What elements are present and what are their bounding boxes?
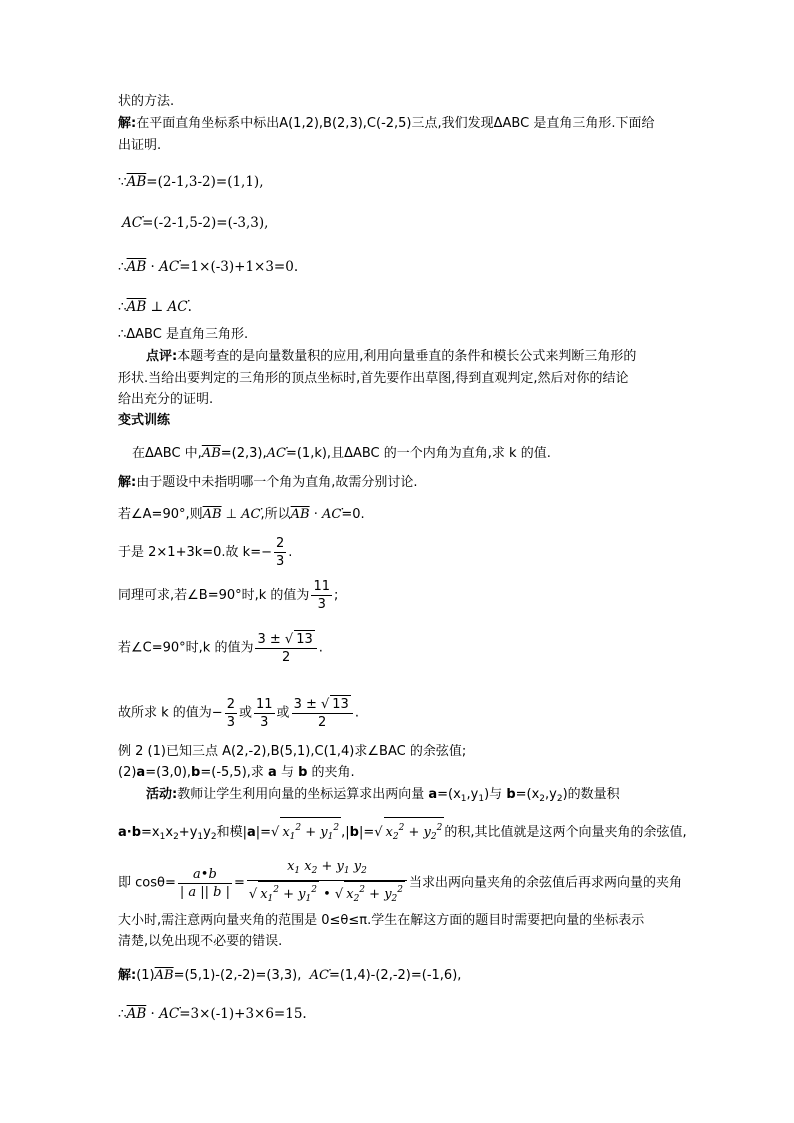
solution-1: 解:在平面直角坐标系中标出A(1,2),B(2,3),C(-2,5)三点,我们发现ΔABC 是直角三角形.下面给: [118, 116, 655, 131]
fraction: $\frac{3 \pm √ 13}{2}$: [255, 630, 316, 666]
section-title: 变式训练: [118, 413, 171, 428]
conclusion: ∴ΔABC 是直角三角形.: [118, 327, 249, 342]
case-c: 若∠C=90°时,k 的值为 $\frac{3 \pm √ 13}{2}$ .: [118, 632, 323, 665]
solution-2: 解:由于题设中未指明哪一个角为直角,故需分别讨论.: [118, 475, 418, 490]
activity: 活动:教师让学生利用向量的坐标运算求出两向量 $a=(x_1,y_1)$与 $b=(x_2,y_2)$的数量积: [146, 787, 620, 804]
example-2-part-2: (2)a=(3,0),b=(-5,5),求 a 与 b 的夹角.: [118, 765, 355, 780]
equation-ac: AC ·=(-2-1,5-2)=(-3,3),: [122, 213, 268, 233]
activity-line-2: $a\cdot b=x_1x_2+y_1y_2$和模|a|=√ $x_1^2 + y_1^2$ ,|b|=√ $x_2^2 + y_2^2$ 的积,其比值就是这两个向量夹角的余弦值,: [118, 817, 687, 847]
cos-formula: 即 cosθ= $\frac{a•b}{| a || b |}$ = $\frac{x_1 x_2 + y_1 y_2}{√ x_1^2 + y_1^2 • √ x_2^2 + y_2^2}$ 当求出两向量夹角的余弦值后再求两向量的夹角: [118, 858, 682, 908]
text-line: 状的方法.: [118, 94, 175, 109]
range-line-1: 大小时,需注意两向量夹角的范围是 0≤θ≤π.学生在解这方面的题目时需要把向量的坐标表示: [118, 913, 645, 928]
fraction: $\frac{11}{3}$: [313, 579, 330, 612]
fraction: $\frac{3 \pm √ 13}{2}$: [292, 695, 353, 731]
case-b: 同理可求,若∠B=90°时,k 的值为 $\frac{11}{3}$ ;: [118, 579, 339, 612]
fraction: $\frac{2}{3}$: [276, 536, 285, 569]
then-line: 于是 2×1+3k=0.故 k=− $\frac{2}{3}$ .: [118, 536, 293, 569]
equation-perp: $\therefore\overline{AB}$ ⊥ AC ·.: [118, 297, 192, 317]
comment-line-3: 给出充分的证明.: [118, 392, 214, 407]
final-answer: 故所求 k 的值为− $\frac{2}{3}$ 或 $\frac{11}{3}$ 或 $\frac{3 \pm √ 13}{2}$ .: [118, 696, 359, 730]
case-a: 若∠A=90°,则$\overline{AB}$ ⊥ AC ·,所以$\overline{AB}$ · AC ·=0.: [118, 505, 365, 525]
range-line-2: 清楚,以免出现不必要的错误.: [118, 934, 283, 949]
comment-line-2: 形状.当给出要判定的三角形的顶点坐标时,首先要作出草图,得到直观判定,然后对你的结论: [118, 371, 629, 386]
solution-3-dot: $\therefore\overline{AB}$ · AC ·=3×(-1)+3×6=15.: [118, 1004, 307, 1024]
question: 在ΔABC 中$,\overline{AB}=(2,3),AC \cdot=(1,k)$,且ΔABC 的一个内角为直角,求 k 的值.: [132, 444, 551, 464]
fraction: $\frac{a•b}{| a || b |}$: [179, 866, 230, 900]
solution-1-cont: 出证明.: [118, 138, 162, 153]
fraction: $\frac{11}{3}$: [256, 696, 273, 730]
solution-3: 解$:(1)\overline{AB}=(5,1)-(2,-2)=(3,3)$, AC ·=(1,4)-(2,-2)=(-1,6),: [118, 966, 461, 986]
equation-ab: $\because\overline{AB}=(2-1,3-2)=(1,1)$,: [118, 174, 264, 190]
comment: 点评:本题考查的是向量数量积的应用,利用向量垂直的条件和模长公式来判断三角形的: [146, 349, 637, 364]
fraction: $\frac{2}{3}$: [226, 696, 235, 730]
fraction: $\frac{x_1 x_2 + y_1 y_2}{√ x_1^2 + y_1^2 • √ x_2^2 + y_2^2}$: [247, 858, 407, 908]
example-2: 例 2 (1)已知三点 A(2,-2),B(5,1),C(1,4)求∠BAC 的余弦值;: [118, 744, 467, 759]
equation-dot: $\therefore\overline{AB}$ · AC ·=1×(-3)+1×3=0.: [118, 257, 298, 277]
